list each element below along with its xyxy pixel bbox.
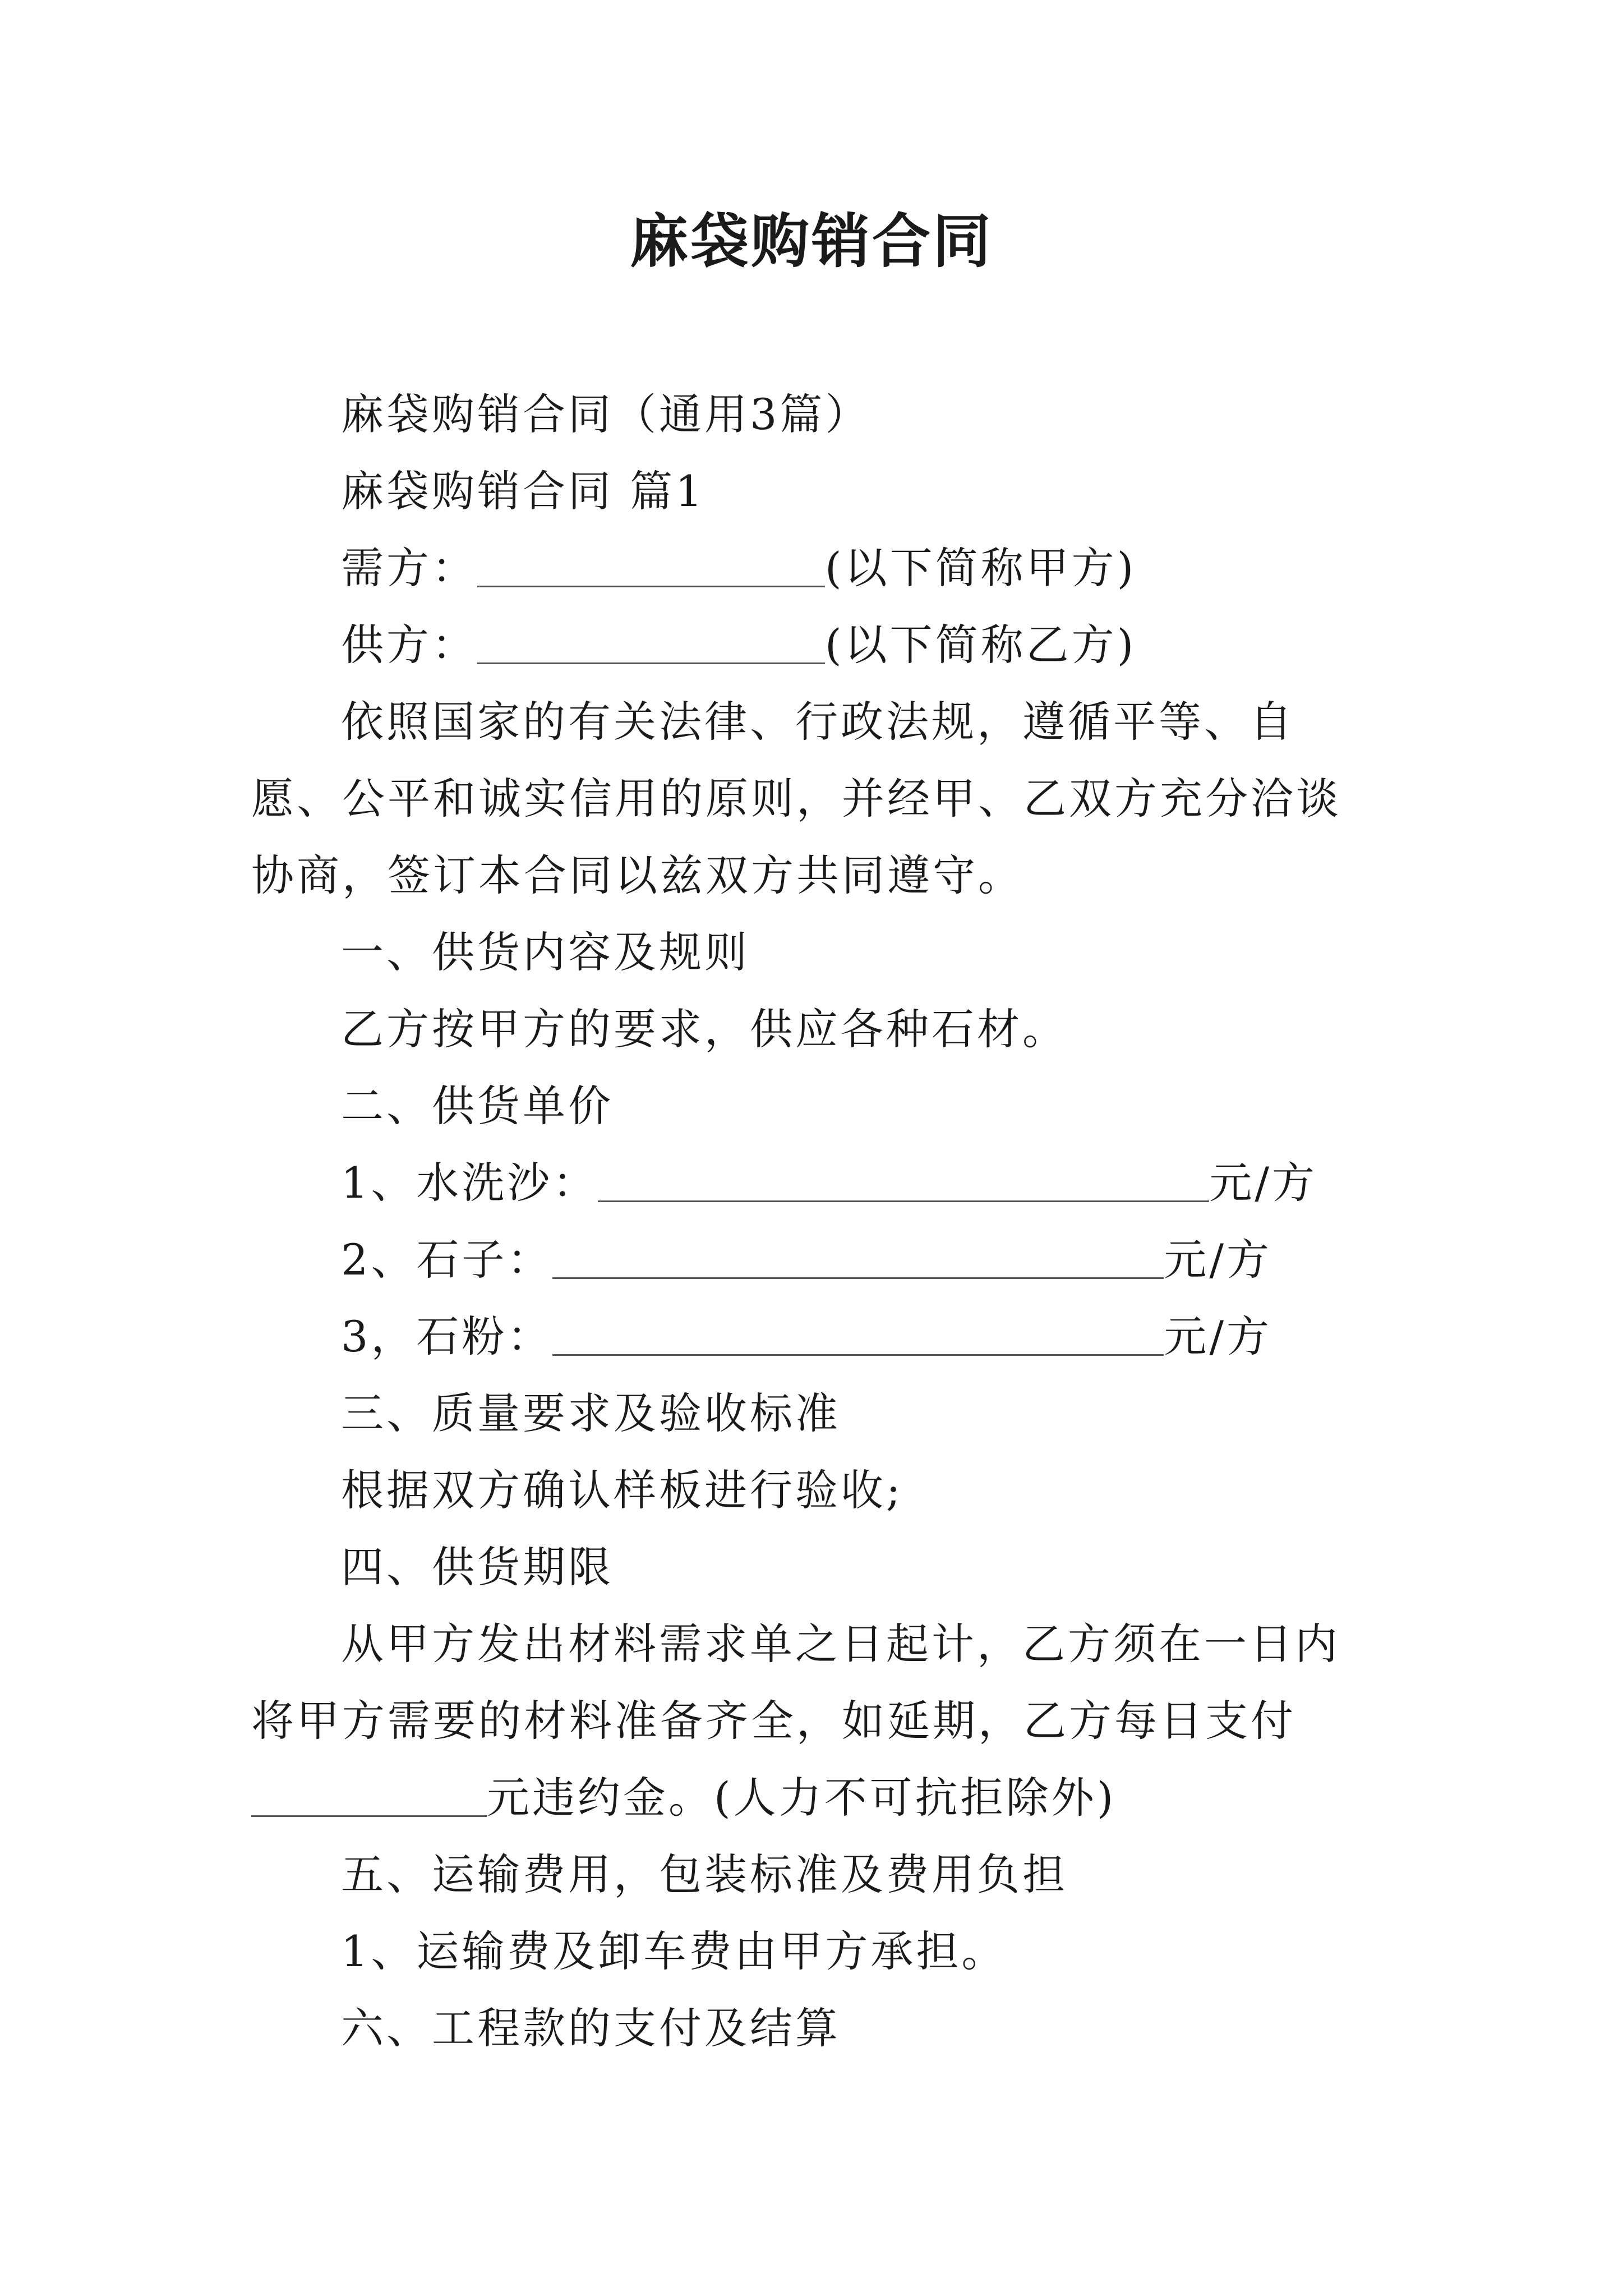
clause3-text: 根据双方确认样板进行验收;	[341, 1465, 903, 1515]
buyer-suffix: (以下简称甲方)	[825, 543, 1137, 593]
subtitle: 麻袋购销合同（通用3篇）	[341, 389, 871, 439]
clause4-text	[251, 1605, 1378, 1836]
price-item-unit: 元/方	[1209, 1158, 1317, 1208]
clause5-heading: 五、运输费用，包装标准及费用负担	[341, 1849, 1068, 1899]
clause1-heading: 一、供货内容及规则	[341, 927, 750, 977]
clause1-text: 乙方按甲方的要求，供应各种石材。	[341, 1004, 1068, 1054]
supplier-suffix: (以下简称乙方)	[825, 620, 1137, 670]
price-item-label: 3，石粉：	[341, 1312, 553, 1361]
document-body	[251, 376, 1378, 2067]
clause4-text-before: 从甲方发出材料需求单之日起计，乙方须在一日内将甲方需要的材料准备齐全，如延期，乙方每日支付	[251, 1619, 1340, 1746]
price-item-gravel	[251, 1221, 1378, 1298]
buyer-line	[251, 530, 1378, 606]
clause4-text-after: 元违约金。(人力不可抗拒除外)	[487, 1773, 1117, 1823]
preamble: 依照国家的有关法律、行政法规，遵循平等、自愿、公平和诚实信用的原则，并经甲、乙双方充分洽谈协商，签订本合同以兹双方共同遵守。	[251, 697, 1341, 900]
buyer-blank	[477, 546, 825, 587]
price-item-label: 1、水洗沙：	[341, 1158, 598, 1208]
clause4-heading: 四、供货期限	[341, 1542, 614, 1592]
price-item-powder	[251, 1298, 1378, 1375]
price-blank	[598, 1161, 1209, 1202]
price-item-unit: 元/方	[1164, 1235, 1272, 1285]
clause6-heading: 六、工程款的支付及结算	[341, 2003, 841, 2053]
clause5-text: 1、运输费及卸车费由甲方承担。	[341, 1926, 1007, 1976]
document-title: 麻袋购销合同	[629, 206, 993, 275]
supplier-line	[251, 606, 1378, 683]
price-blank	[552, 1238, 1164, 1279]
clause3-heading: 三、质量要求及验收标准	[341, 1388, 841, 1438]
price-item-label: 2、石子：	[341, 1235, 553, 1285]
section-heading: 麻袋购销合同 篇1	[341, 466, 706, 516]
price-item-unit: 元/方	[1164, 1312, 1272, 1361]
supplier-blank	[477, 623, 825, 664]
clause2-heading: 二、供货单价	[341, 1081, 614, 1131]
buyer-label: 需方：	[341, 543, 477, 593]
supplier-label: 供方：	[341, 620, 477, 670]
price-item-sand	[251, 1144, 1378, 1221]
penalty-blank	[251, 1776, 487, 1817]
price-blank	[552, 1315, 1164, 1356]
